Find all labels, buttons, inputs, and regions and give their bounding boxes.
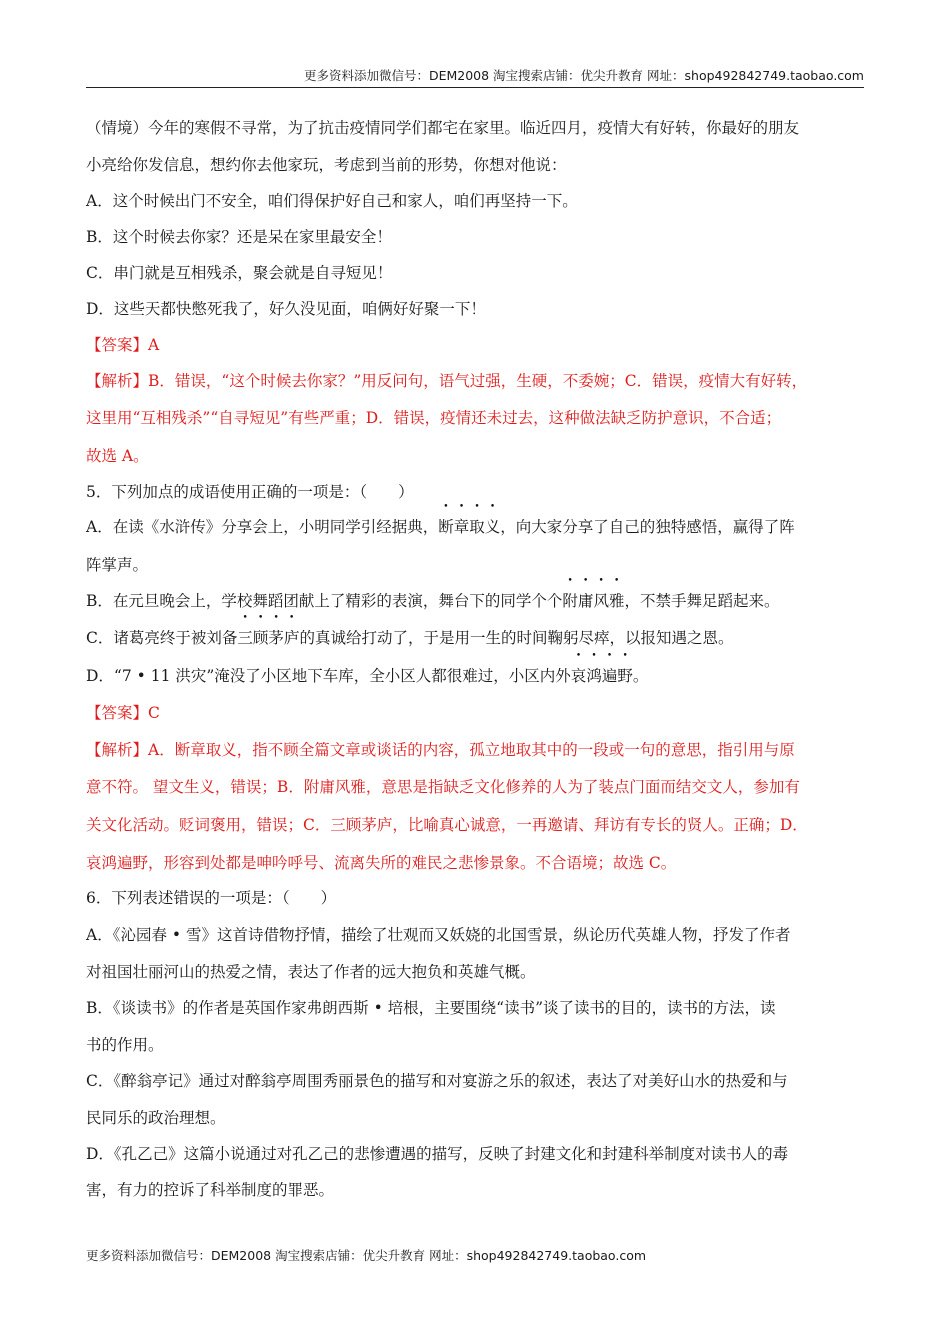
q5-option-b [86, 589, 779, 611]
q6-option-c-line-1: C．《醉翁亭记》通过对醉翁亭周围秀丽景色的描写和对宴游之乐的叙述，表达了对美好山水的热爱和与 [86, 1072, 788, 1090]
dotted-char: 三 [237, 629, 253, 647]
q5-option-b-idiom [562, 592, 624, 610]
q6-stem: 6．下列表述错误的一项是：（ ） [86, 889, 337, 907]
q5-stem: 5．下列加点的成语使用正确的一项是：（ ） [86, 483, 414, 501]
q4-analysis-line-1: 【解析】B．错误，“这个时候去你家？”用反问句，语气过强，生硬，不委婉；C．错误，疫情大有好转， [86, 372, 808, 390]
q4-option-b: B．这个时候去你家？还是呆在家里最安全！ [86, 228, 392, 246]
dotted-char: 庸 [577, 592, 594, 610]
q4-stem-line-1: （情境）今年的寒假不寻常，为了抗击疫情同学们都宅在家里。临近四月，疫情大有好转，你最好的朋友 [86, 119, 800, 137]
dotted-char: 章 [453, 518, 470, 536]
q4-analysis-line-3: 故选 A。 [86, 447, 149, 465]
page-footer: 更多资料添加微信号：DEM2008 淘宝搜索店铺：优尖升教育 网址：shop492842749.taobao.com [86, 1248, 647, 1263]
page-header: 更多资料添加微信号：DEM2008 淘宝搜索店铺：优尖升教育 网址：shop492842749.taobao.com [86, 66, 864, 88]
q5-analysis-line-1: 【解析】A．断章取义，指不顾全篇文章或谈话的内容，孤立地取其中的一段或一句的意思，指引用与原 [86, 741, 795, 759]
q4-option-d: D．这些天都快憋死我了，好久没见面，咱俩好好聚一下！ [86, 300, 486, 318]
dotted-char: 雅 [608, 592, 625, 610]
dotted-char: 风 [593, 592, 609, 610]
q5-option-a-line-2: 阵掌声。 [86, 556, 149, 574]
q5-option-c [86, 626, 733, 648]
q6-option-b-line-1: B．《谈读书》的作者是英国作家弗朗西斯 • 培根，主要围绕“读书”谈了读书的目的，读书的方法，读 [86, 999, 776, 1017]
dotted-char: 顾 [252, 629, 269, 647]
q5-option-a-idiom [438, 518, 500, 536]
q5-option-d-post: 。 [632, 667, 649, 685]
q6-option-d-line-1: D．《孔乙己》这篇小说通过对孔乙己的悲惨遭遇的描写，反映了封建文化和封建科举制度对读书人的毒 [86, 1145, 789, 1163]
dotted-char: 鸿 [586, 667, 602, 685]
q6-option-d-line-2: 害，有力的控诉了科举制度的罪恶。 [86, 1181, 335, 1199]
q5-option-a-pre: A．在读《水浒传》分享会上，小明同学引经据典， [86, 518, 439, 536]
q5-option-b-post: ，不禁手舞足蹈起来。 [624, 592, 780, 610]
q5-analysis-line-2: 意不符。 望文生义，错误；B．附庸风雅，意思是指缺乏文化修养的人为了装点门面而结交文人，参加有 [86, 778, 800, 796]
q5-option-d-pre: D．“7 • 11 洪灾”淹没了小区地下车库，全小区人都很难过，小区内外 [86, 667, 571, 685]
q5-option-a-post: ，向大家分享了自己的独特感悟，赢得了阵 [500, 518, 795, 536]
dotted-char: 庐 [283, 629, 300, 647]
q5-option-c-post: 的真诚给打动了，于是用一生的时间鞠躬尽瘁，以报知遇之恩。 [299, 629, 734, 647]
q5-option-d [86, 664, 648, 686]
q4-analysis-line-2: 这里用“互相残杀”“自寻短见”有些严重；D．错误，疫情还未过去，这种做法缺乏防护意识，不合适； [86, 409, 782, 427]
q6-option-c-line-2: 民同乐的政治理想。 [86, 1109, 226, 1127]
dotted-char: 附 [562, 592, 578, 610]
q4-answer: 【答案】A [86, 336, 160, 354]
dotted-char: 哀 [570, 667, 587, 685]
q5-option-b-pre: B．在元旦晚会上，学校舞蹈团献上了精彩的表演，舞台下的同学个个 [86, 592, 563, 610]
q5-analysis-line-3: 关文化活动。贬词褒用，错误；C．三顾茅庐，比喻真心诚意，一再邀请、拜访有专长的贤人。正确；D． [86, 816, 808, 834]
q5-analysis-line-4: 哀鸿遍野，形容到处都是呻吟呼号、流离失所的难民之悲惨景象。不合语境；故选 C。 [86, 854, 677, 872]
q5-option-c-pre: C．诸葛亮终于被刘备 [86, 629, 238, 647]
dotted-char: 义 [484, 518, 501, 536]
q4-option-a: A．这个时候出门不安全，咱们得保护好自己和家人，咱们再坚持一下。 [86, 192, 578, 210]
q5-option-c-idiom [237, 629, 299, 647]
dotted-char: 遍 [601, 667, 618, 685]
q5-option-a [86, 515, 795, 537]
q5-answer: 【答案】C [86, 704, 160, 722]
q6-option-a-line-2: 对祖国壮丽河山的热爱之情，表达了作者的远大抱负和英雄气概。 [86, 963, 536, 981]
dotted-char: 野 [617, 667, 633, 685]
dotted-char: 茅 [268, 629, 284, 647]
q6-option-b-line-2: 书的作用。 [86, 1036, 164, 1054]
q5-option-d-idiom [571, 667, 633, 685]
q6-option-a-line-1: A．《沁园春 • 雪》这首诗借物抒情，描绘了壮观而又妖娆的北国雪景，纵论历代英雄人物，抒发了作者 [86, 926, 791, 944]
q4-option-c: C．串门就是互相残杀，聚会就是自寻短见！ [86, 264, 393, 282]
dotted-char: 断 [438, 518, 454, 536]
dotted-char: 取 [469, 518, 485, 536]
q4-stem-line-2: 小亮给你发信息，想约你去他家玩，考虑到当前的形势，你想对他说： [86, 156, 567, 174]
